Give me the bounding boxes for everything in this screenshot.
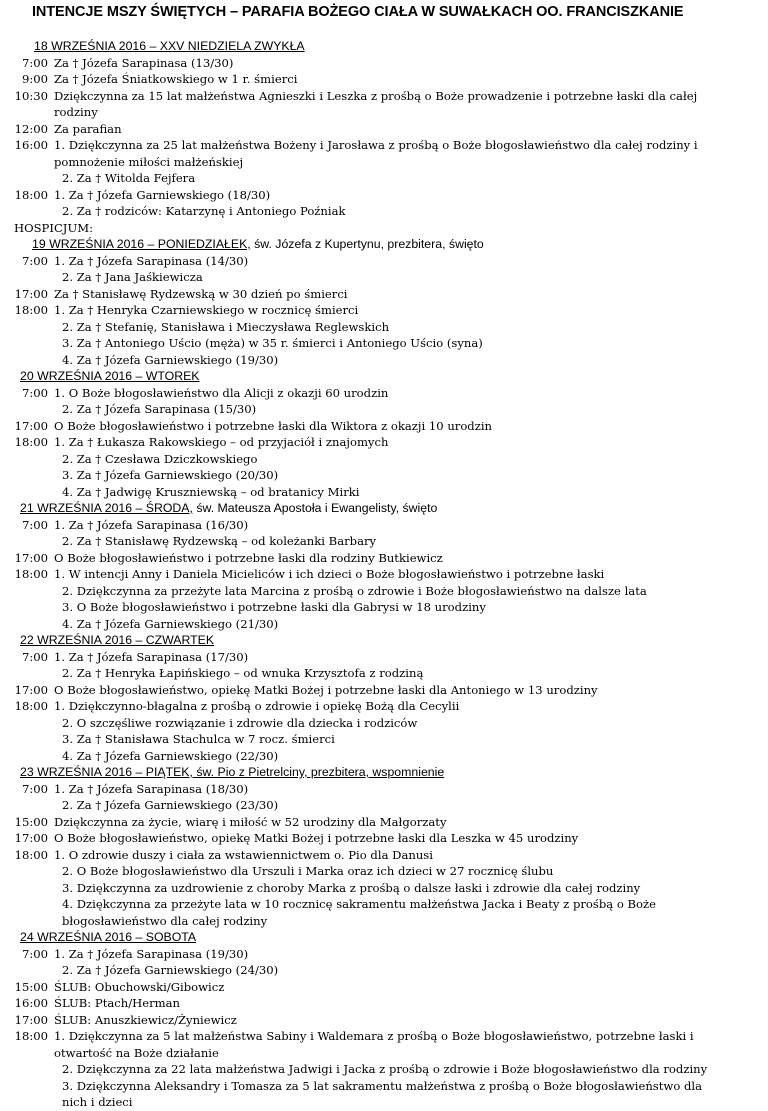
mass-row — [0, 187, 768, 204]
mass-intention: 1. Za † Henryka Czarniewskiego w rocznicę śmierci — [54, 303, 359, 317]
mass-row — [0, 979, 768, 996]
mass-intention: 2. Dziękczynna za przeżyte lata Marcina z prośbą o zdrowie i Boże błogosławieństwo na dalsze lata — [62, 583, 647, 598]
day-feast: św. Józefa z Kupertynu, prezbitera, święto — [250, 237, 484, 251]
mass-intentions-list — [0, 38, 768, 1111]
mass-row — [0, 566, 768, 583]
day-heading — [0, 500, 768, 517]
mass-time: 18:00 — [14, 303, 48, 317]
mass-row — [0, 418, 768, 435]
day-date: 20 WRZEŚNIA 2016 – WTOREK — [20, 369, 200, 383]
mass-intention: ŚLUB: Anuszkiewicz/Żyniewicz — [54, 1012, 237, 1027]
mass-intention: 2. Za † Józefa Garniewskiego (23/30) — [62, 798, 279, 812]
mass-intention: 4. Za † Józefa Garniewskiego (22/30) — [62, 748, 279, 763]
day-heading — [0, 38, 768, 55]
mass-time: 7:00 — [21, 946, 48, 961]
mass-time: 17:00 — [14, 831, 48, 845]
day-heading — [0, 929, 768, 946]
mass-intention: 1. Dziękczynna za 5 lat małżeństwa Sabiny i Waldemara z prośbą o Boże błogosławieństwo, potrzebne łaski i otwartość na Boże działanie — [54, 1029, 694, 1060]
mass-intention: 1. Dziękczynno-błagalna z prośbą o zdrowie i opiekę Bożą dla Cecylii — [54, 699, 460, 713]
day-date: 24 WRZEŚNIA 2016 – SOBOTA — [20, 930, 197, 944]
mass-intention: ŚLUB: Ptach/Herman — [54, 996, 181, 1010]
mass-time: 17:00 — [14, 418, 48, 433]
mass-row — [0, 649, 768, 666]
mass-intention: 4. Za † Jadwigę Kruszniewską – od bratanicy Mirki — [62, 484, 360, 499]
mass-row — [0, 385, 768, 402]
mass-intention: 1. Za † Józefa Sarapinasa (16/30) — [54, 517, 249, 532]
mass-time: 15:00 — [14, 979, 48, 994]
day-date: 21 WRZEŚNIA 2016 – ŚRODA, — [20, 501, 193, 515]
mass-time: 17:00 — [14, 286, 48, 301]
day-date: 23 WRZEŚNIA 2016 – PIĄTEK, św. Pio z Pietrelciny, prezbitera, wspomnienie — [20, 765, 445, 779]
day-date: 22 WRZEŚNIA 2016 – CZWARTEK — [20, 633, 215, 647]
mass-time: 7:00 — [21, 253, 48, 268]
mass-time: 7:00 — [21, 55, 48, 70]
mass-row — [0, 814, 768, 831]
mass-intention: O Boże błogosławieństwo i potrzebne łaski dla rodziny Butkiewicz — [54, 550, 443, 565]
day-feast: św. Mateusza Apostoła i Ewangelisty, święto — [192, 501, 438, 515]
mass-intention: O Boże błogosławieństwo, opiekę Matki Bożej i potrzebne łaski dla Leszka w 45 urodziny — [54, 831, 579, 845]
mass-time: 15:00 — [14, 814, 48, 829]
mass-intention: 2. Dziękczynna za 22 lata małżeństwa Jadwigi i Jacka z prośbą o zdrowie i Boże błogosławieństwo dla rodziny — [62, 1062, 708, 1076]
mass-intention: 2. Za † Witolda Fejfera — [62, 171, 196, 185]
day-heading — [0, 632, 768, 649]
mass-time: 18:00 — [14, 699, 48, 713]
mass-time: 12:00 — [14, 121, 48, 136]
mass-intention: 1. Za † Józefa Sarapinasa (17/30) — [54, 649, 249, 664]
mass-intention: 4. Za † Józefa Garniewskiego (19/30) — [62, 352, 279, 367]
mass-row — [0, 847, 768, 864]
day-heading — [0, 368, 768, 385]
mass-intention: 1. Za † Józefa Sarapinasa (19/30) — [54, 946, 249, 961]
mass-intention: Za † Józefa Sarapinasa (13/30) — [54, 55, 234, 70]
mass-row — [0, 830, 768, 847]
mass-intention: 4. Dziękczynna za przeżyte lata w 10 rocznicę sakramentu małżeństwa Jacka i Beaty z prośbą o Boże błogosławieństwo dla całej rodziny — [62, 897, 656, 928]
mass-time: 18:00 — [14, 847, 48, 862]
day-heading — [0, 236, 768, 253]
mass-row — [0, 682, 768, 699]
document-title: INTENCJE MSZY ŚWIĘTYCH – PARAFIA BOŻEGO CIAŁA W SUWAŁKACH OO. FRANCISZKANIE — [32, 4, 684, 20]
mass-intention: 1. Za † Józefa Garniewskiego (18/30) — [54, 187, 271, 202]
mass-time: 17:00 — [14, 682, 48, 697]
mass-intention: O Boże błogosławieństwo, opiekę Matki Bożej i potrzebne łaski dla Antoniego w 13 urodziny — [54, 682, 598, 697]
section-label: HOSPICJUM: — [14, 220, 94, 235]
day-heading — [0, 764, 768, 781]
mass-intention: Za † Józefa Śniatkowskiego w 1 r. śmierci — [54, 72, 298, 86]
mass-row — [0, 995, 768, 1012]
mass-intention: 1. Za † Józefa Sarapinasa (14/30) — [54, 253, 249, 268]
mass-intention: 2. Za † Stanisławę Rydzewską – od koleżanki Barbary — [62, 534, 377, 548]
mass-intention: 2. Za † Stefanię, Stanisława i Mieczysława Reglewskich — [62, 319, 390, 334]
mass-row — [0, 302, 768, 319]
mass-time: 16:00 — [14, 996, 48, 1010]
mass-intention: 3. Za † Stanisława Stachulca w 7 rocz. śmierci — [62, 732, 335, 746]
mass-time: 7:00 — [21, 517, 48, 532]
mass-intention: 2. Za † Józefa Sarapinasa (15/30) — [62, 402, 257, 416]
mass-row — [0, 698, 768, 715]
mass-row — [0, 55, 768, 72]
mass-row — [0, 1028, 768, 1061]
mass-row — [0, 121, 768, 138]
mass-time: 18:00 — [14, 187, 48, 202]
mass-time: 9:00 — [21, 72, 48, 86]
mass-intention: 2. O szczęśliwe rozwiązanie i zdrowie dla dziecka i rodziców — [62, 715, 418, 730]
mass-intention: 3. Za † Józefa Garniewskiego (20/30) — [62, 468, 279, 482]
mass-intention: 4. Za † Józefa Garniewskiego (21/30) — [62, 616, 279, 631]
mass-time: 7:00 — [21, 649, 48, 664]
mass-intention: 2. Za † Jana Jaśkiewicza — [62, 270, 203, 284]
mass-intention: 2. Za † Czesława Dziczkowskiego — [62, 451, 258, 466]
mass-row — [0, 1012, 768, 1029]
mass-intention: 2. Za † rodziców: Katarzynę i Antoniego Poźniak — [62, 204, 346, 218]
mass-time: 18:00 — [14, 1029, 48, 1043]
mass-intention: 1. O zdrowie duszy i ciała za wstawiennictwem o. Pio dla Danusi — [54, 847, 433, 862]
mass-time: 10:30 — [14, 88, 48, 103]
mass-row — [0, 946, 768, 963]
mass-time: 7:00 — [21, 781, 48, 796]
mass-intention: Dziękczynna za życie, wiarę i miłość w 52 urodziny dla Małgorzaty — [54, 814, 447, 829]
mass-intention: 1. W intencji Anny i Daniela Micieliców i ich dzieci o Boże błogosławieństwo i potrzebne łaski — [54, 567, 605, 581]
day-date: 18 WRZEŚNIA 2016 – XXV NIEDZIELA ZWYKŁA — [34, 39, 305, 53]
mass-intention: Za † Stanisławę Rydzewską w 30 dzień po śmierci — [54, 286, 348, 301]
mass-intention: 2. O Boże błogosławieństwo dla Urszuli i Marka oraz ich dzieci w 27 rocznicę ślubu — [62, 864, 554, 878]
day-date: 19 WRZEŚNIA 2016 – PONIEDZIAŁEK, — [32, 237, 251, 251]
mass-row — [0, 253, 768, 270]
mass-time: 7:00 — [21, 385, 48, 400]
mass-intention: 3. Dziękczynna Aleksandry i Tomasza za 5 lat sakramentu małżeństwa z prośbą o Boże błogosławieństwo dla nich i dzieci — [62, 1078, 703, 1109]
mass-time: 18:00 — [14, 567, 48, 581]
mass-row — [0, 550, 768, 567]
mass-intention: 1. Dziękczynna za 25 lat małżeństwa Bożeny i Jarosława z prośbą o Boże błogosławieństwo dla całej rodziny i pomnożenie miłości małżeńskiej — [54, 138, 698, 169]
mass-intention: Dziękczynna za 15 lat małżeństwa Agnieszki i Leszka z prośbą o Boże prowadzenie i potrzebne łaski dla całej rodziny — [54, 88, 698, 119]
mass-time: 16:00 — [14, 138, 48, 152]
mass-row — [0, 286, 768, 303]
mass-intention: 3. Dziękczynna za uzdrowienie z choroby Marka z prośbą o dalsze łaski i zdrowie dla całej rodziny — [62, 880, 641, 895]
mass-row — [0, 517, 768, 534]
mass-intention: 1. Za † Łukasza Rakowskiego – od przyjaciół i znajomych — [54, 435, 389, 449]
mass-row — [0, 137, 768, 170]
mass-row — [0, 434, 768, 451]
mass-row — [0, 88, 768, 121]
mass-time: 17:00 — [14, 1012, 48, 1027]
mass-row — [0, 71, 768, 88]
mass-time: 18:00 — [14, 435, 48, 449]
mass-intention: 2. Za † Henryka Łapińskiego – od wnuka Krzysztofa z rodziną — [62, 666, 424, 680]
mass-time: 17:00 — [14, 550, 48, 565]
mass-intention: O Boże błogosławieństwo i potrzebne łaski dla Wiktora z okazji 10 urodzin — [54, 418, 493, 433]
mass-intention: 1. O Boże błogosławieństwo dla Alicji z okazji 60 urodzin — [54, 385, 389, 400]
mass-intention: ŚLUB: Obuchowski/Gibowicz — [54, 979, 225, 994]
mass-intention: 1. Za † Józefa Sarapinasa (18/30) — [54, 781, 249, 796]
mass-intention: 3. Za † Antoniego Uścio (męża) w 35 r. śmierci i Antoniego Uścio (syna) — [62, 336, 483, 350]
mass-intention: 2. Za † Józefa Garniewskiego (24/30) — [62, 963, 279, 977]
mass-intention: 3. O Boże błogosławieństwo i potrzebne łaski dla Gabrysi w 18 urodziny — [62, 600, 486, 614]
mass-intention: Za parafian — [54, 121, 122, 136]
mass-row — [0, 781, 768, 798]
